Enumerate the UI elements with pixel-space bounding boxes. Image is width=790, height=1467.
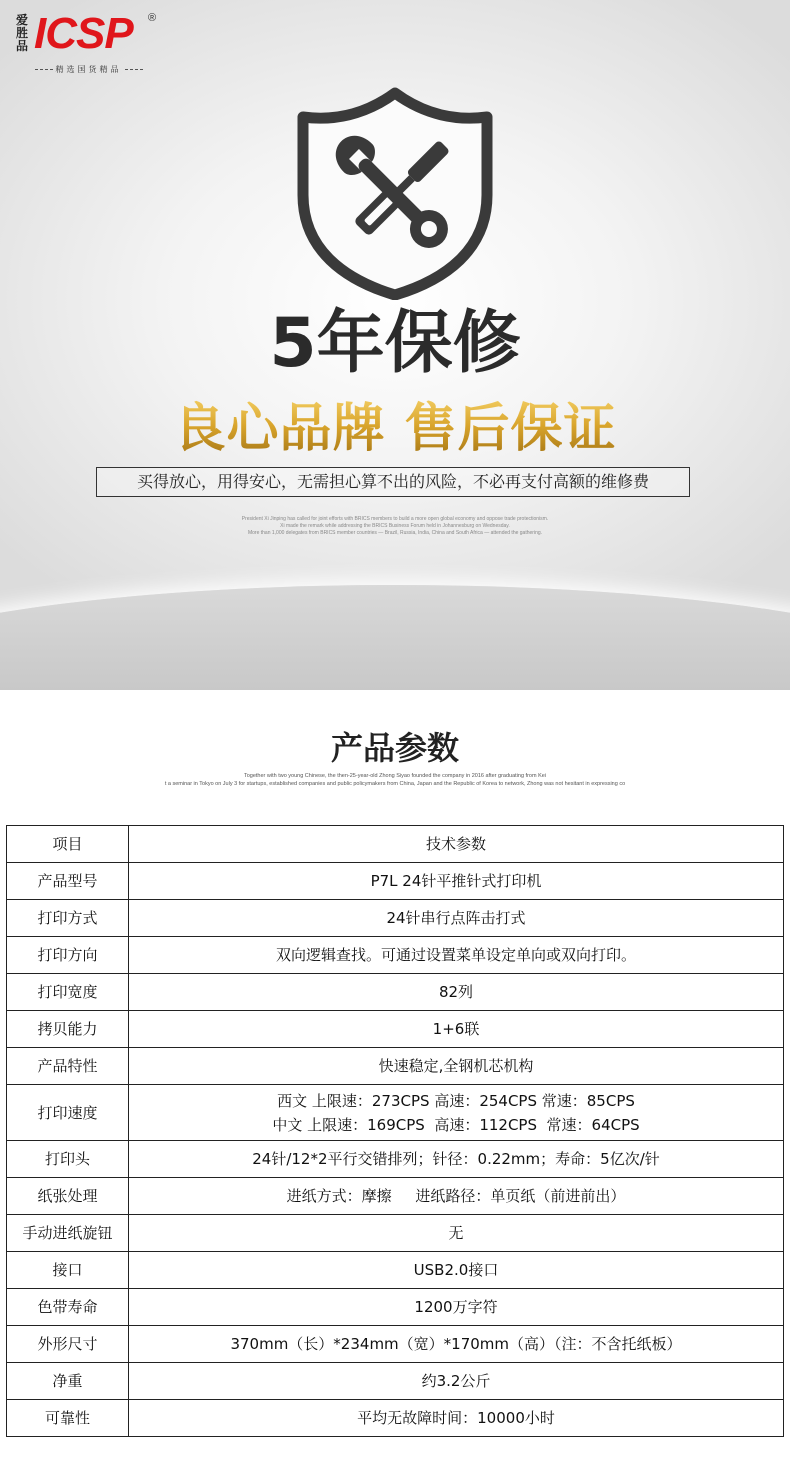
spec-value-line: 西文 上限速：273CPS 高速：254CPS 常速：85CPS (277, 1091, 635, 1110)
section-deco-text (0, 772, 790, 788)
spec-key: 可靠性 (7, 1400, 129, 1437)
spec-value-line: 双向逻辑查找。可通过设置菜单设定单向或双向打印。 (275, 946, 636, 964)
spec-value-line: 24针串行点阵击打式 (386, 909, 526, 927)
logo-cn-char: 胜 (16, 26, 29, 40)
spec-key: 纸张处理 (7, 1178, 129, 1215)
spec-value (129, 1141, 784, 1178)
spec-value (129, 1011, 784, 1048)
banner-deco-line: Xi made the remark while addressing the BRICS Business Forum held in Johannesburg on Wednesday. (280, 523, 510, 529)
spec-key: 打印方式 (7, 900, 129, 937)
spec-value (129, 1178, 784, 1215)
banner-deco-line: President Xi Jinping has called for joint efforts with BRICS members to build a more open global economy and oppose trade protectionism. (241, 516, 549, 522)
spec-value-line: 进纸方式：摩擦 进纸路径：单页纸（前进前出） (286, 1187, 626, 1205)
spec-key: 产品特性 (7, 1048, 129, 1085)
banner-subline: 良心品牌 售后保证 (0, 393, 790, 465)
spec-value-line: 无 (448, 1224, 464, 1242)
shield-icon (295, 85, 495, 300)
spec-value-line: 82列 (438, 983, 474, 1001)
spec-value (129, 863, 784, 900)
spec-row (7, 1326, 784, 1363)
spec-value-line: USB2.0接口 (413, 1261, 499, 1279)
spec-key: 色带寿命 (7, 1289, 129, 1326)
section-deco-line: t a seminar in Tokyo on July 3 for startups, established companies and public policymakers from China, Japan and the Republic of Korea to network, Zhong was not hesitant in expressing co (164, 781, 626, 787)
spec-value-line: 平均无故障时间：10000小时 (357, 1409, 555, 1427)
spec-value (129, 1363, 784, 1400)
logo-cn-stack (16, 14, 30, 53)
spec-row (7, 974, 784, 1011)
spec-key: 打印头 (7, 1141, 129, 1178)
spec-key: 打印速度 (7, 1085, 129, 1141)
banner-slogan: 买得放心，用得安心，无需担心算不出的风险，不必再支付高额的维修费 (96, 467, 690, 497)
logo-cn-char: 品 (16, 39, 29, 53)
brand-logo (16, 9, 166, 74)
logo-brand: ICSP (34, 9, 133, 58)
spec-row (7, 1141, 784, 1178)
spec-key: 手动进纸旋钮 (7, 1215, 129, 1252)
spec-value-line: 1+6联 (432, 1020, 480, 1038)
spec-value (129, 1048, 784, 1085)
spec-row (7, 1289, 784, 1326)
section-deco-line: Together with two young Chinese, the then-25-year-old Zhong Siyao founded the company in 2016 after graduating from Kei (243, 773, 547, 779)
logo-cn-char: 爱 (16, 13, 29, 27)
spec-value (129, 1400, 784, 1437)
spec-key: 净重 (7, 1363, 129, 1400)
spec-value-line: 约3.2公斤 (421, 1372, 491, 1390)
spec-row (7, 1400, 784, 1437)
logo-tagline (16, 64, 161, 75)
logo-tagline-text: 精选国货精品 (55, 65, 122, 74)
spec-key: 产品型号 (7, 863, 129, 900)
spec-row (7, 937, 784, 974)
spec-value (129, 1215, 784, 1252)
spec-value (129, 1289, 784, 1326)
spec-row (7, 1011, 784, 1048)
banner-headline: 5年保修 (269, 304, 521, 383)
spec-value-line: 1200万字符 (414, 1298, 498, 1316)
spec-value (129, 937, 784, 974)
spec-key: 拷贝能力 (7, 1011, 129, 1048)
banner-floor (0, 585, 790, 690)
spec-row (7, 1363, 784, 1400)
spec-value (129, 974, 784, 1011)
spec-value-line: 中文 上限速：169CPS 高速：112CPS 常速：64CPS (272, 1115, 640, 1134)
spec-row (7, 1252, 784, 1289)
spec-header-row (7, 826, 784, 863)
spec-row (7, 863, 784, 900)
spec-value-line: P7L 24针平推针式打印机 (370, 872, 542, 890)
banner-deco-line: More than 1,000 delegates from BRICS member countries — Brazil, Russia, India, China and South Africa — attended the gathering. (247, 530, 543, 536)
spec-value-line: 24针/12*2平行交错排列；针径：0.22mm；寿命：5亿次/针 (252, 1150, 660, 1168)
spec-row (7, 900, 784, 937)
spec-key: 打印方向 (7, 937, 129, 974)
spec-key: 外形尺寸 (7, 1326, 129, 1363)
logo-registered-mark: ® (148, 12, 157, 24)
spec-value (129, 1252, 784, 1289)
spec-value-line: 370mm（长）*234mm（宽）*170mm（高）（注：不含托纸板） (230, 1335, 682, 1353)
spec-value-line: 快速稳定,全钢机芯机构 (378, 1057, 534, 1075)
spec-header-key: 项目 (7, 826, 129, 863)
spec-header-value: 技术参数 (129, 826, 784, 863)
banner-deco-text (0, 516, 790, 537)
spec-row (7, 1178, 784, 1215)
spec-key: 打印宽度 (7, 974, 129, 1011)
spec-row (7, 1048, 784, 1085)
spec-row (7, 1085, 784, 1141)
warranty-banner (0, 0, 790, 690)
spec-key: 接口 (7, 1252, 129, 1289)
spec-value (129, 900, 784, 937)
spec-value (129, 1085, 784, 1141)
spec-value (129, 1326, 784, 1363)
spec-table (6, 825, 784, 1437)
spec-row (7, 1215, 784, 1252)
section-title: 产品参数 (330, 729, 459, 767)
